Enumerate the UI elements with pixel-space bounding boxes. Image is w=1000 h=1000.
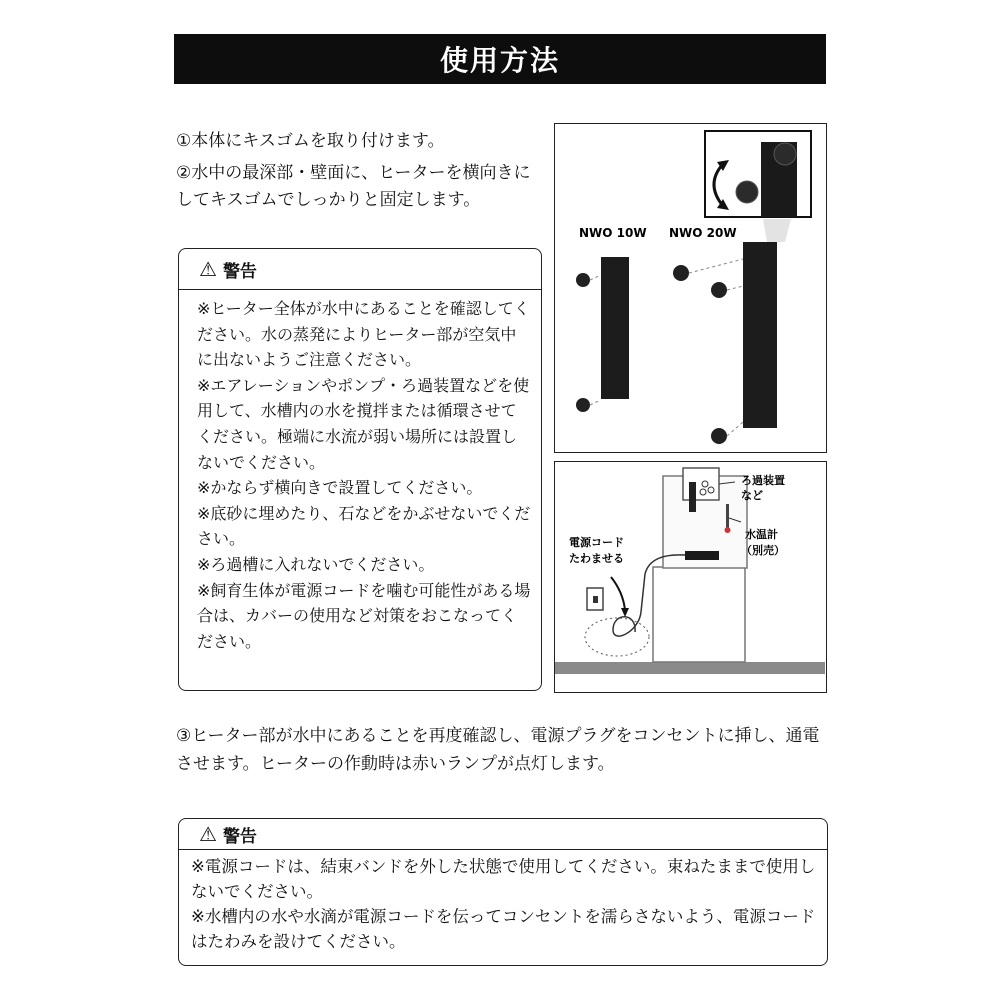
suction-cup-20w-a	[673, 265, 689, 281]
suction-cup-10w-top	[576, 273, 590, 287]
arrow-icon	[611, 577, 625, 610]
warning-header	[179, 249, 541, 290]
cord-slack-circle	[585, 618, 649, 656]
inset-suction-cup-top	[774, 143, 796, 165]
warning-item: ※ヒーター全体が水中にあることを確認してください。水の蒸発によりヒーター部が空気中に出ないようご注意ください。	[197, 299, 530, 370]
projection-beam	[763, 219, 791, 242]
page-title: 使用方法	[174, 34, 826, 84]
label-filter-line2: など	[741, 489, 763, 502]
warning-list	[179, 850, 827, 954]
warning-header	[179, 819, 827, 850]
instruction-steps	[176, 128, 546, 219]
heater-mounting-figure	[554, 123, 827, 453]
installation-illustration	[555, 462, 825, 691]
warning-item: ※ろ過槽に入れないでください。	[197, 554, 435, 574]
warning-heading: 警告	[222, 261, 257, 282]
warning-item: ※電源コードは、結束バンドを外した状態で使用してください。束ねたままで使用しないでください。	[191, 857, 816, 901]
installation-figure	[554, 461, 827, 693]
step-2: ②水中の最深部・壁面に、ヒーターを横向きにしてキスゴムでしっかりと固定します。	[176, 163, 531, 210]
inset-suction-cup	[736, 181, 758, 203]
label-thermometer-line2: （別売）	[741, 544, 785, 557]
warning-triangle-icon: ⚠	[199, 257, 217, 281]
warning-heading: 警告	[222, 826, 257, 847]
warning-box-2	[178, 818, 828, 966]
thermometer	[726, 504, 729, 528]
floor	[555, 662, 825, 674]
warning-list	[179, 290, 541, 654]
suction-cup-10w-bottom	[576, 398, 590, 412]
warning-item: ※飼育生体が電源コードを噛む可能性がある場合は、カバーの使用など対策をおこなってください。	[197, 580, 531, 651]
heater-20w	[743, 242, 777, 428]
filter-intake	[689, 482, 696, 512]
label-filter-line1: ろ過装置	[741, 474, 785, 487]
warning-triangle-icon: ⚠	[199, 822, 217, 846]
label-cord-line1: 電源コード	[569, 536, 624, 549]
filter-device	[683, 468, 719, 500]
label-nwo-20w: NWO 20W	[669, 226, 737, 240]
label-thermometer-line1: 水温計	[745, 528, 778, 541]
warning-item: ※底砂に埋めたり、石などをかぶせないでください。	[197, 503, 531, 549]
heater-in-tank	[685, 551, 719, 560]
warning-item: ※水槽内の水や水滴が電源コードを伝ってコンセントを濡らさないよう、電源コードはたわみを設けてください。	[191, 907, 816, 951]
label-nwo-10w: NWO 10W	[579, 226, 647, 240]
cabinet	[653, 567, 745, 662]
step-3: ③ヒーター部が水中にあることを再度確認し、電源プラグをコンセントに挿し、通電させます。ヒーターの作動時は赤いランプが点灯します。	[176, 726, 820, 774]
step-1: ①本体にキスゴムを取り付けます。	[176, 131, 445, 151]
warning-item: ※かならず横向きで設置してください。	[197, 478, 483, 498]
warning-item: ※エアレーションやポンプ・ろ過装置などを使用して、水槽内の水を撹拌または循環させてください。極端に水流が弱い場所には設置しないでください。	[197, 375, 530, 472]
suction-cup-20w-b	[711, 282, 727, 298]
heater-10w	[601, 257, 629, 399]
suction-cup-20w-c	[711, 428, 727, 444]
label-cord-line2: たわませる	[569, 552, 624, 565]
warning-box-1	[178, 248, 542, 691]
heater-mounting-illustration	[555, 124, 825, 451]
